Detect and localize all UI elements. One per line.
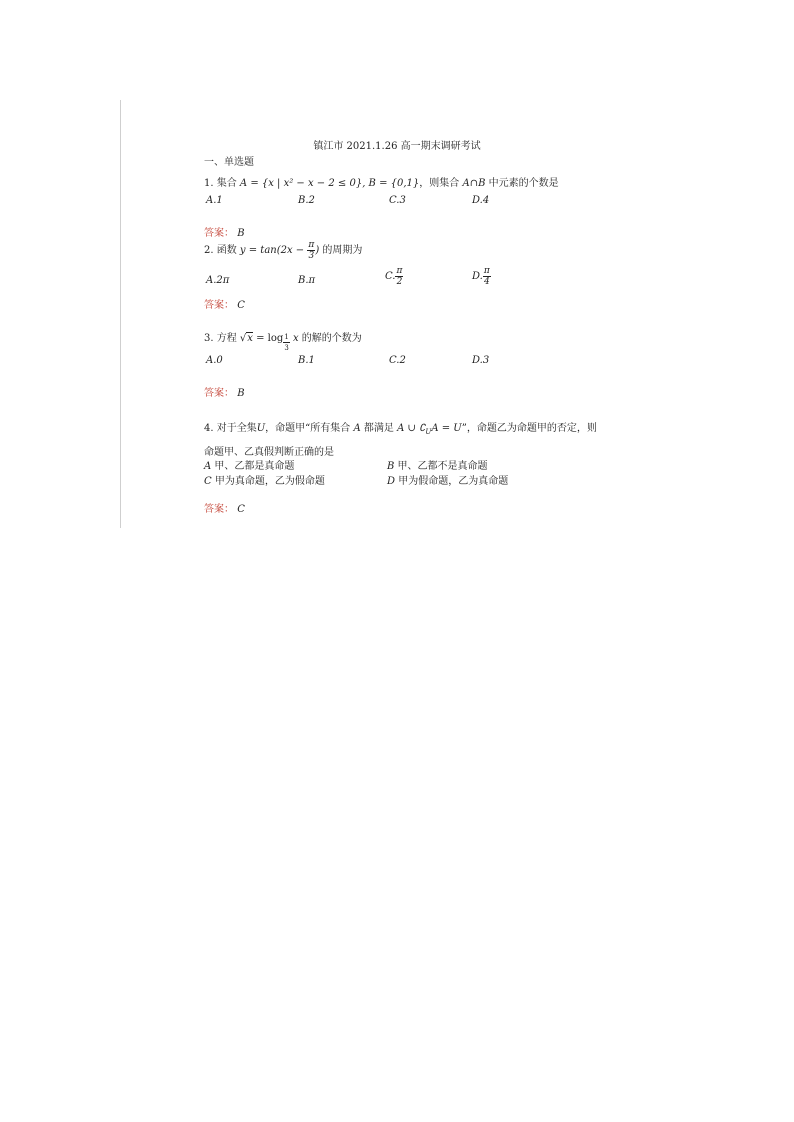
q3-eq-log: = log xyxy=(256,333,284,344)
q4-answer xyxy=(204,500,245,515)
q1-intersection: A∩B xyxy=(462,178,486,189)
q2-answer-value: C xyxy=(237,300,245,311)
q1-option-c: C.3 xyxy=(389,195,406,206)
q3-sqrt: √x xyxy=(239,333,253,344)
q4-option-b-text: 甲、乙都不是真命题 xyxy=(397,461,488,472)
q1-answer-label: 答案： xyxy=(204,228,234,239)
q2-frac-den: 3 xyxy=(308,251,315,261)
q3-sqrt-body: x xyxy=(247,333,253,344)
q2-option-c-den: 2 xyxy=(396,277,403,287)
q3-answer-label: 答案： xyxy=(204,388,234,399)
q4-formula-rest: A = U xyxy=(431,423,462,434)
q3-answer-value: B xyxy=(237,388,245,399)
question-4-line-1 xyxy=(204,419,597,436)
q4-formula-sub: U xyxy=(425,428,432,436)
q4-option-c xyxy=(204,472,325,487)
q1-number: 1. xyxy=(204,178,214,189)
q4-option-c-letter: C xyxy=(204,476,212,487)
q1-text-b: ，则集合 xyxy=(419,178,460,189)
q4-number: 4. xyxy=(204,423,214,434)
q2-option-d-fraction xyxy=(483,266,491,287)
page-title: 镇江市 2021.1.26 高一期末调研考试 xyxy=(313,141,481,152)
q3-option-c: C.2 xyxy=(389,355,406,366)
q3-log-base-num: 1 xyxy=(284,333,289,341)
question-3 xyxy=(204,329,362,353)
q2-answer xyxy=(204,296,245,311)
q1-answer xyxy=(204,224,245,239)
q4-option-a-text: 甲、乙都是真命题 xyxy=(214,461,295,472)
q3-option-b: B.1 xyxy=(298,355,315,366)
q3-option-a: A.0 xyxy=(206,355,223,366)
q2-number: 2. xyxy=(204,245,214,256)
section-heading: 一、单选题 xyxy=(204,157,254,168)
q2-option-d-letter: D. xyxy=(472,271,483,282)
q1-option-b: B.2 xyxy=(298,195,315,206)
q4-option-b-letter: B xyxy=(387,461,395,472)
q2-expr-b: ) xyxy=(315,245,320,256)
q3-number: 3. xyxy=(204,333,214,344)
question-2 xyxy=(204,240,362,261)
q3-log-base-den: 3 xyxy=(284,344,289,352)
q4-universal-set: U xyxy=(256,423,266,434)
q4-option-d xyxy=(387,472,508,487)
margin-line xyxy=(120,100,121,528)
q1-set-a: A = {x | x² − x − 2 ≤ 0} xyxy=(239,178,363,189)
q1-text-c: 中元素的个数是 xyxy=(488,178,559,189)
q3-text-a: 方程 xyxy=(216,333,237,344)
q2-option-d xyxy=(472,266,491,287)
question-1 xyxy=(204,174,559,189)
q2-option-b: B.π xyxy=(298,275,316,286)
q3-text-b: 的解的个数为 xyxy=(301,333,362,344)
q2-frac-num: π xyxy=(308,240,315,250)
q4-formula: A ∪ ∁ xyxy=(397,423,426,434)
q4-option-a-letter: A xyxy=(204,461,212,472)
q2-option-c xyxy=(385,266,403,287)
q2-option-a: A.2π xyxy=(206,275,230,286)
q2-option-c-letter: C. xyxy=(385,271,396,282)
q4-option-d-text: 甲为假命题，乙为真命题 xyxy=(398,476,509,487)
q1-option-a: A.1 xyxy=(206,195,223,206)
q2-option-d-num: π xyxy=(483,266,490,276)
q2-expr-a: y = tan(2x − xyxy=(239,245,305,256)
q4-line1-b: ，命题甲“所有集合 xyxy=(265,423,351,434)
q4-line1-d: ”，命题乙为命题甲的否定，则 xyxy=(461,423,597,434)
q4-answer-label: 答案： xyxy=(204,504,234,515)
q2-option-d-den: 4 xyxy=(483,277,490,287)
q4-option-b xyxy=(387,457,488,472)
q2-option-c-num: π xyxy=(396,266,403,276)
q2-text-b: 的周期为 xyxy=(322,245,363,256)
q3-log-base xyxy=(283,332,289,353)
q2-answer-label: 答案： xyxy=(204,300,234,311)
q4-set-a: A xyxy=(353,423,361,434)
q1-answer-value: B xyxy=(237,228,245,239)
q4-line1-c: 都满足 xyxy=(363,423,394,434)
q1-text-a: 集合 xyxy=(216,178,237,189)
q4-line1-a: 对于全集 xyxy=(216,423,257,434)
q3-answer xyxy=(204,384,245,399)
q1-set-b: , B = {0,1} xyxy=(362,178,420,189)
q4-option-c-text: 甲为真命题，乙为假命题 xyxy=(214,476,325,487)
q3-log-arg: x xyxy=(292,333,299,344)
q4-option-d-letter: D xyxy=(387,476,396,487)
q3-option-d: D.3 xyxy=(472,355,490,366)
q2-text-a: 函数 xyxy=(216,245,237,256)
q2-option-c-fraction xyxy=(395,266,403,287)
q4-line-2: 命题甲、乙真假判断正确的是 xyxy=(204,447,334,458)
q1-option-d: D.4 xyxy=(472,195,490,206)
q4-answer-value: C xyxy=(237,504,245,515)
q4-option-a xyxy=(204,457,294,472)
